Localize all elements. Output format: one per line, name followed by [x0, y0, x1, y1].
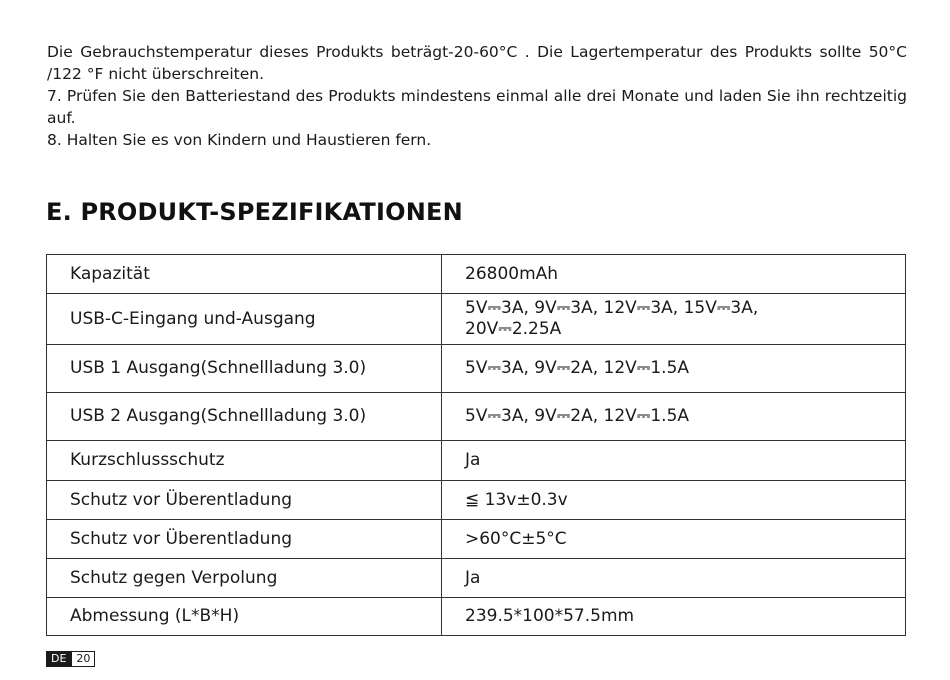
page-footer [46, 651, 95, 667]
spec-value: 239.5*100*57.5mm [442, 598, 906, 636]
spec-value: 5V⎓3A, 9V⎓2A, 12V⎓1.5A [442, 345, 906, 393]
spec-table [46, 254, 906, 636]
table-row [47, 520, 906, 559]
intro-text [47, 41, 907, 151]
spec-label: Schutz vor Überentladung [47, 520, 442, 559]
table-row [47, 393, 906, 441]
spec-label: Schutz gegen Verpolung [47, 559, 442, 598]
spec-value: 5V⎓3A, 9V⎓3A, 12V⎓3A, 15V⎓3A, 20V⎓2.25A [442, 294, 906, 345]
spec-value: 26800mAh [442, 255, 906, 294]
spec-label: Abmessung (L*B*H) [47, 598, 442, 636]
intro-paragraph: Die Gebrauchstemperatur dieses Produkts beträgt-20-60°C . Die Lagertemperatur des Produkts sollte 50°C /122 °F nicht überschreiten. [47, 43, 907, 83]
spec-value: Ja [442, 559, 906, 598]
spec-label: Kapazität [47, 255, 442, 294]
spec-label: USB 2 Ausgang(Schnellladung 3.0) [47, 393, 442, 441]
section-title: E. PRODUKT-SPEZIFIKATIONEN [46, 198, 463, 226]
spec-label: USB-C-Eingang und-Ausgang [47, 294, 442, 345]
table-row [47, 441, 906, 481]
page-number: 20 [71, 651, 95, 667]
spec-label: Kurzschlussschutz [47, 441, 442, 481]
intro-paragraph: 7. Prüfen Sie den Batteriestand des Produkts mindestens einmal alle drei Monate und laden Sie ihn rechtzeitig auf. [47, 87, 907, 127]
table-row [47, 294, 906, 345]
spec-value: ≦ 13v±0.3v [442, 481, 906, 520]
table-row [47, 559, 906, 598]
spec-label: Schutz vor Überentladung [47, 481, 442, 520]
spec-value: 5V⎓3A, 9V⎓2A, 12V⎓1.5A [442, 393, 906, 441]
spec-value: >60°C±5°C [442, 520, 906, 559]
table-row [47, 598, 906, 636]
table-row [47, 481, 906, 520]
spec-value: Ja [442, 441, 906, 481]
table-row [47, 345, 906, 393]
table-row [47, 255, 906, 294]
spec-label: USB 1 Ausgang(Schnellladung 3.0) [47, 345, 442, 393]
language-badge: DE [46, 651, 71, 667]
intro-paragraph: 8. Halten Sie es von Kindern und Haustieren fern. [47, 131, 432, 149]
